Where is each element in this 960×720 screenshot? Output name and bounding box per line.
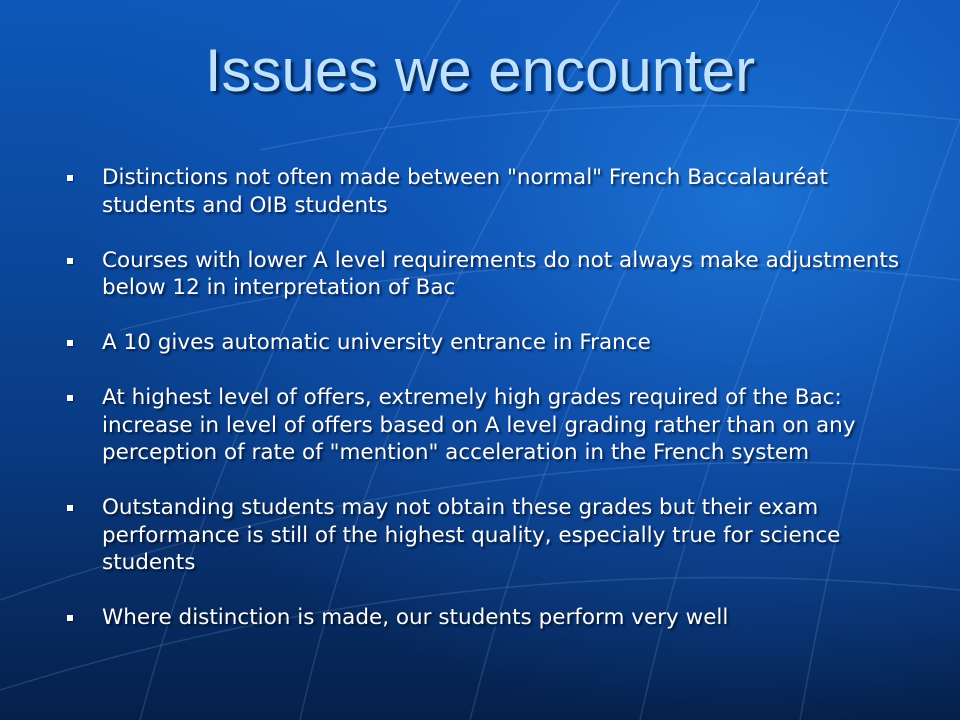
square-bullet-icon [67, 175, 73, 181]
bullet-text: Outstanding students may not obtain these grades but their exam performance is still of the highest quality, especially true for science students [102, 495, 841, 575]
bullet-text: Where distinction is made, our students perform very well [102, 605, 729, 630]
square-bullet-icon [67, 615, 73, 621]
square-bullet-icon [67, 258, 73, 264]
slide-title: Issues we encounter [204, 37, 756, 104]
bullet-text: Courses with lower A level requirements do not always make adjustments below 12 in interpretation of Bac [102, 247, 900, 300]
square-bullet-icon [67, 340, 73, 346]
bullet-item [64, 247, 924, 302]
bullet-item [64, 494, 924, 577]
square-bullet-icon [67, 505, 73, 511]
bullet-item [64, 164, 924, 219]
bullet-list [64, 164, 924, 659]
bullet-text: Distinctions not often made between "normal" French Baccalauréat students and OIB students [102, 165, 828, 218]
bullet-text: A 10 gives automatic university entrance in France [102, 330, 651, 355]
bullet-item [64, 604, 924, 632]
square-bullet-icon [67, 395, 73, 401]
bullet-text: At highest level of offers, extremely high grades required of the Bac: increase in level of offers based on A level grading rather than on any perception of rate of "mention" acceleration in the French system [102, 385, 856, 465]
bullet-item [64, 384, 924, 467]
bullet-item [64, 329, 924, 357]
